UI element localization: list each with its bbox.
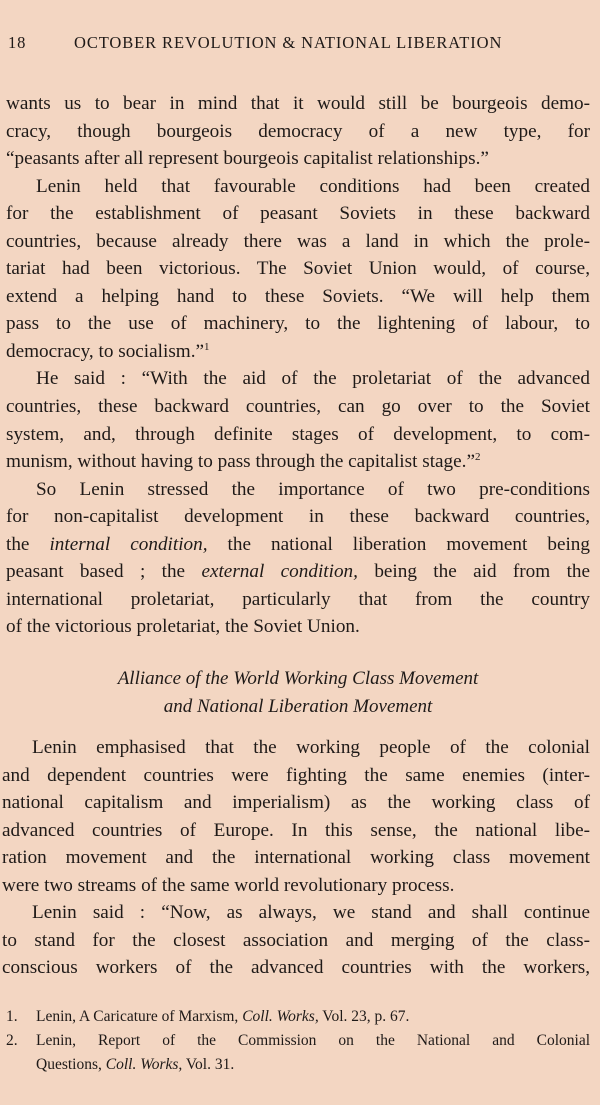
text-segment: the national liberation movement being: [207, 533, 590, 555]
text-line-content: democracy, to socialism.”: [6, 340, 205, 362]
text-line: pass to the use of machinery, to the lightening of labour, to: [6, 313, 590, 335]
text-line: “peasants after all represent bourgeois capitalist relationships.”: [6, 148, 489, 170]
text-line: international proletariat, particularly that from the country: [6, 588, 590, 610]
text-line: and dependent countries were fighting the same enemies (inter-: [2, 764, 590, 786]
footnote-marker-1: 1: [204, 340, 210, 353]
italic-term-internal-condition: internal condition,: [49, 533, 208, 555]
text-line: wants us to bear in mind that it would still be bourgeois demo-: [6, 93, 590, 114]
text-segment: Lenin, A Caricature of Marxism,: [36, 1008, 243, 1025]
footnote-marker-2: 2: [474, 451, 481, 464]
page-number: 18: [8, 33, 27, 52]
text-line: So Lenin stressed the importance of two pre-conditions: [36, 478, 590, 500]
italic-work-title: Coll. Works,: [242, 1008, 319, 1025]
text-segment: Vol. 31.: [182, 1056, 235, 1073]
text-line: Lenin said : “Now, as always, we stand and shall continue: [32, 902, 590, 924]
heading-line: and National Liberation Movement: [163, 696, 433, 717]
text-segment: peasant based ; the: [6, 561, 202, 583]
text-line-with-italic: [6, 558, 590, 586]
page-header: [8, 33, 592, 57]
footnote-text: Lenin, Report of the Commission on the National and Colonial: [36, 1032, 590, 1049]
text-line: conscious workers of the advanced countries with the workers,: [2, 957, 590, 979]
text-line: cracy, though bourgeois democracy of a new type, for: [6, 120, 590, 142]
text-line-with-italic: [6, 531, 590, 559]
footnote-2: [6, 1029, 590, 1053]
text-line: national capitalism and imperialism) as the working class of: [2, 792, 590, 814]
body-text-section-2: [2, 734, 590, 982]
text-line: extend a helping hand to these Soviets. “We will help them: [6, 285, 590, 307]
italic-work-title: Coll. Works,: [105, 1056, 183, 1073]
text-line: countries, these backward countries, can go over to the Soviet: [6, 396, 590, 418]
footnotes: [6, 1005, 590, 1077]
text-line: system, and, through definite stages of development, to com-: [6, 423, 590, 445]
text-line: advanced countries of Europe. In this sense, the national libe-: [2, 819, 590, 841]
text-segment: being the aid from the: [357, 561, 591, 583]
text-line: of the victorious proletariat, the Soviet Union.: [6, 616, 360, 638]
italic-term-external-condition: external condition,: [201, 561, 358, 583]
text-line: countries, because already there was a land in which the prole-: [6, 230, 590, 252]
text-segment: Questions,: [36, 1056, 106, 1073]
footnote-2-continuation: [6, 1053, 590, 1077]
footnote-number: 2.: [6, 1032, 18, 1049]
text-segment: the: [6, 533, 50, 555]
running-head: OCTOBER REVOLUTION & NATIONAL LIBERATION: [74, 33, 503, 52]
text-line-with-footnote: [6, 448, 590, 476]
footnote-number: 1.: [6, 1008, 18, 1025]
text-line: for non-capitalist development in these backward countries,: [6, 506, 590, 528]
text-line: Lenin held that favourable conditions had been created: [36, 175, 590, 197]
text-line: tariat had been victorious. The Soviet Union would, of course,: [6, 258, 590, 280]
text-line-with-footnote: [6, 338, 590, 366]
text-line: He said : “With the aid of the proletariat of the advanced: [36, 368, 590, 390]
text-segment: Vol. 23, p. 67.: [318, 1008, 410, 1025]
text-line: were two streams of the same world revolutionary process.: [2, 874, 455, 896]
footnote-text: [36, 1005, 590, 1029]
text-line: to stand for the closest association and merging of the class-: [2, 929, 590, 951]
heading-line: Alliance of the World Working Class Movement: [117, 668, 479, 689]
text-line-content: munism, without having to pass through the capitalist stage.”: [6, 451, 475, 473]
text-line: for the establishment of peasant Soviets in these backward: [6, 203, 590, 225]
text-line: Lenin emphasised that the working people of the colonial: [32, 737, 590, 758]
body-text-section-1: [6, 90, 590, 641]
footnote-1: [6, 1005, 590, 1029]
text-line: ration movement and the international working class movement: [2, 847, 590, 869]
section-heading: [6, 665, 590, 721]
